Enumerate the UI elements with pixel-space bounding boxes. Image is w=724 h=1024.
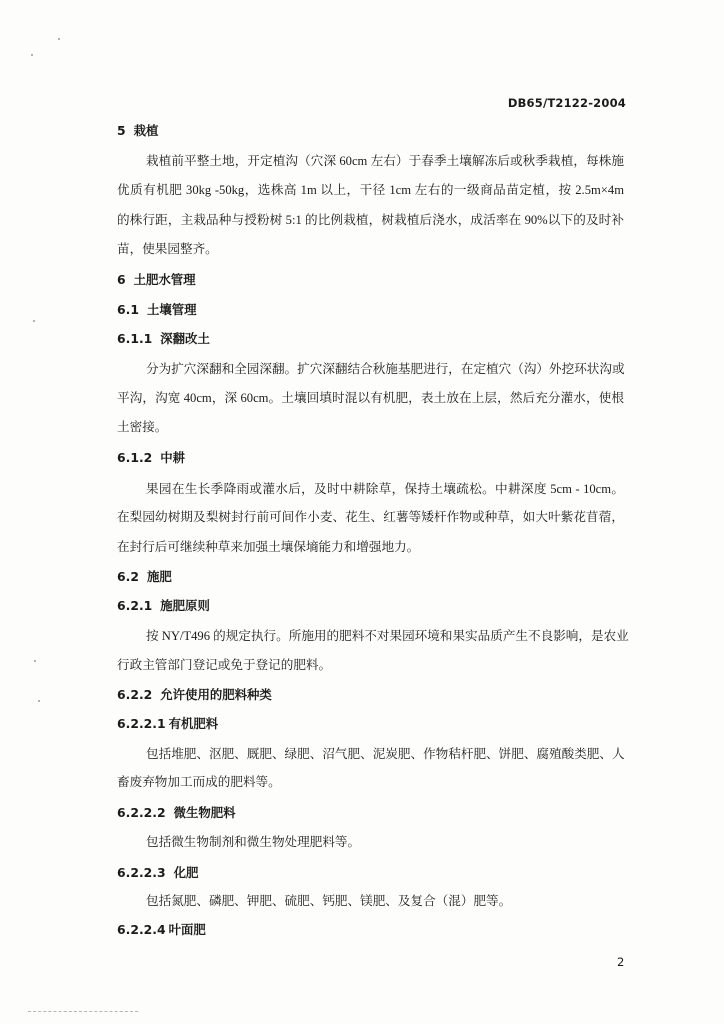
section-title: 允许使用的肥料种类 (160, 687, 272, 702)
section-number: 6.2.2.4 (117, 922, 166, 937)
section-number: 6.2.2.3 (117, 865, 166, 880)
section-title: 土肥水管理 (133, 272, 196, 287)
paragraph-line: 平沟，沟宽 40cm，深 60cm。土壤回填时混以有机肥，表土放在上层，然后充分灌水，使根 (117, 391, 624, 405)
section-heading (117, 716, 218, 732)
section-number: 5 (117, 123, 126, 138)
paragraph-line: 的株行距，主栽品种与授粉树 5:1 的比例栽植，树栽植后浇水，成活率在 90%以下的及时补 (117, 213, 624, 227)
section-number: 6.2.1 (117, 598, 153, 613)
section-heading (117, 331, 210, 347)
section-heading (117, 450, 185, 466)
page-number: 2 (617, 955, 625, 969)
section-title: 施肥原则 (160, 598, 210, 613)
section-heading (117, 805, 236, 821)
document-code: DB65/T2122-2004 (507, 96, 626, 110)
scan-speck (31, 54, 33, 56)
paragraph-line: 包括微生物制剂和微生物处理肥料等。 (146, 835, 361, 849)
section-title: 深翻改土 (160, 331, 210, 346)
section-number: 6.1 (117, 302, 139, 317)
paragraph-line: 栽植前平整土地，开定植沟（穴深 60cm 左右）于春季土壤解冻后或秋季栽植，每株施 (146, 154, 624, 168)
section-number: 6.2.2.2 (117, 805, 166, 820)
section-title: 土壤管理 (146, 302, 197, 317)
section-number: 6.2.2 (117, 687, 153, 702)
section-number: 6.2.2.1 (117, 716, 166, 731)
paragraph-line: 包括氮肥、磷肥、钾肥、硫肥、钙肥、镁肥、及复合（混）肥等。 (146, 894, 512, 908)
scan-speck (58, 38, 60, 40)
section-heading (117, 302, 197, 318)
paragraph-line: 在封行后可继续种草来加强土壤保墒能力和增强地力。 (117, 540, 420, 554)
section-heading (117, 922, 206, 938)
scan-speck (33, 320, 35, 322)
paragraph-line: 优质有机肥 30kg -50kg，选株高 1m 以上，干径 1cm 左右的一级商品苗定植，按 2.5m×4m (117, 183, 624, 197)
paragraph-line: 分为扩穴深翻和全园深翻。扩穴深翻结合秋施基肥进行，在定植穴（沟）外挖环状沟或 (146, 362, 625, 376)
paragraph-line: 在梨园幼树期及梨树封行前可间作小麦、花生、红薯等矮杆作物或种草，如大叶紫花苜蓿， (117, 510, 624, 524)
section-title: 有机肥料 (168, 716, 219, 731)
section-title: 中耕 (160, 450, 186, 465)
section-heading (117, 272, 196, 288)
section-title: 微生物肥料 (173, 805, 236, 820)
section-title: 叶面肥 (168, 922, 206, 937)
scan-speck (34, 660, 36, 662)
section-number: 6.2 (117, 569, 139, 584)
paragraph-line: 按 NY/T496 的规定执行。所施用的肥料不对果园环境和果实品质产生不良影响，是农业 (146, 629, 629, 643)
paragraph-line: 土密接。 (117, 420, 168, 434)
section-title: 施肥 (146, 569, 172, 584)
section-number: 6 (117, 272, 126, 287)
section-heading (117, 569, 172, 585)
scan-edge-line (28, 1011, 138, 1012)
section-heading (117, 598, 210, 614)
section-heading (117, 123, 158, 139)
section-title: 栽植 (133, 123, 159, 138)
section-title: 化肥 (173, 865, 199, 880)
section-number: 6.1.1 (117, 331, 153, 346)
paragraph-line: 苗，使果园整齐。 (117, 242, 218, 256)
paragraph-line: 行政主管部门登记或免于登记的肥料。 (117, 658, 332, 672)
section-number: 6.1.2 (117, 450, 153, 465)
scan-speck (38, 700, 40, 702)
paragraph-line: 畜废弃物加工而成的肥料等。 (117, 775, 281, 789)
section-heading (117, 687, 272, 703)
paragraph-line: 果园在生长季降雨或灌水后，及时中耕除草，保持土壤疏松。中耕深度 5cm - 10cm。 (146, 482, 624, 496)
section-heading (117, 865, 198, 881)
paragraph-line: 包括堆肥、沤肥、厩肥、绿肥、沼气肥、泥炭肥、作物秸杆肥、饼肥、腐殖酸类肥、人 (146, 747, 625, 761)
